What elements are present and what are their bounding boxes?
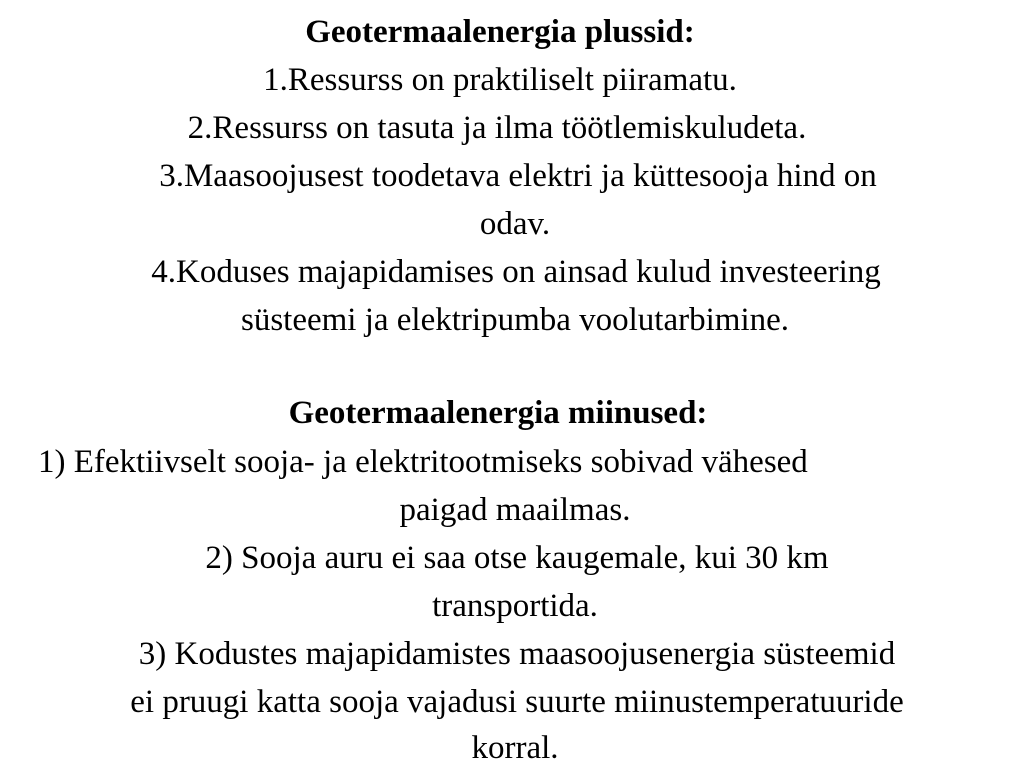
miinused-item-2-cont: transportida. [432, 588, 598, 624]
plussid-heading: Geotermaalenergia plussid: [305, 14, 695, 50]
plussid-item-3-cont: odav. [479, 206, 551, 242]
miinused-item-3-cont: ei pruugi katta sooja vajadusi suurte miinustemperatuuride [130, 684, 904, 720]
miinused-item-1-cont: paigad maailmas. [399, 492, 631, 528]
miinused-item-3-cont-2: korral. [471, 730, 559, 766]
plussid-item-1: 1.Ressurss on praktiliselt piiramatu. [263, 62, 737, 98]
plussid-item-3: 3.Maasoojusest toodetava elektri ja küttesooja hind on [159, 158, 877, 194]
plussid-item-4-cont: süsteemi ja elektripumba voolutarbimine. [240, 302, 790, 338]
miinused-item-2: 2) Sooja auru ei saa otse kaugemale, kui 30 km [205, 540, 829, 576]
plussid-item-2: 2.Ressurss on tasuta ja ilma töötlemiskuludeta. [187, 110, 807, 146]
miinused-item-3: 3) Kodustes majapidamistes maasoojusenergia süsteemid [138, 636, 896, 672]
miinused-item-1: 1) Efektiivselt sooja- ja elektritootmiseks sobivad vähesed [38, 444, 808, 480]
plussid-item-4: 4.Koduses majapidamises on ainsad kulud investeering [151, 254, 881, 290]
miinused-heading: Geotermaalenergia miinused: [288, 395, 708, 431]
